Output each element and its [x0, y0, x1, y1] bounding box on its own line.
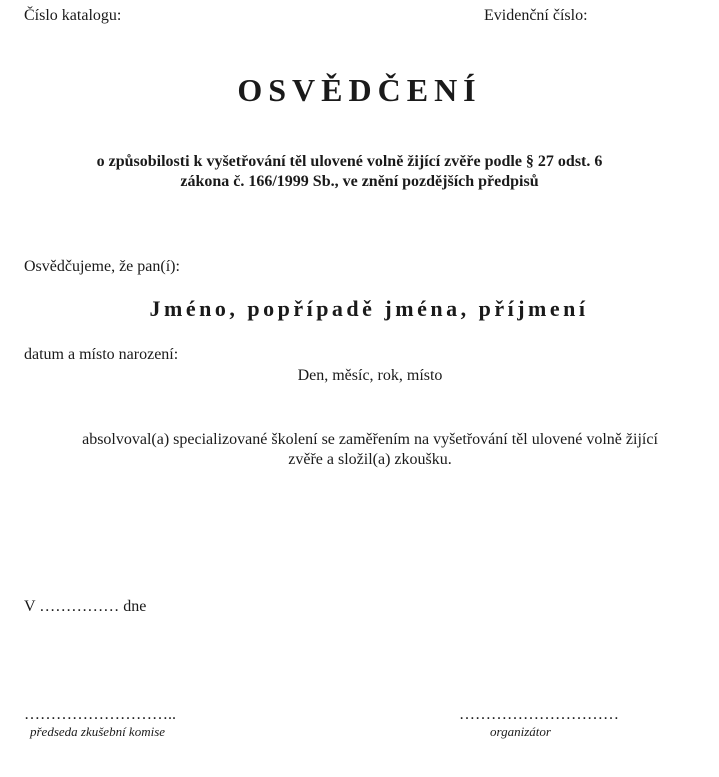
subtitle-line-2: zákona č. 166/1999 Sb., ve znění pozdějších předpisů	[180, 173, 539, 190]
birth-placeholder: Den, měsíc, rok, místo	[297, 367, 443, 384]
signature-label-organizer: organizátor	[490, 724, 551, 739]
completion-text-line-1: absolvoval(a) specializované školení se zaměřením na vyšetřování těl ulovené volně žijící	[82, 431, 658, 448]
certify-text: Osvědčujeme, že pan(í):	[24, 258, 180, 275]
subtitle-line-1: o způsobilosti k vyšetřování těl ulovené volně žijící zvěře podle § 27 odst. 6	[96, 153, 603, 170]
place-date-line: V …………… dne	[24, 598, 147, 615]
evidence-number-label: Evidenční číslo:	[484, 7, 588, 24]
signature-line-organizer: …………………………	[459, 706, 619, 723]
name-placeholder: Jméno, popřípadě jména, příjmení	[149, 296, 589, 321]
birth-label: datum a místo narození:	[24, 346, 179, 363]
signature-line-chairman: ………………………..	[24, 706, 176, 723]
document-title: OSVĚDČENÍ	[237, 72, 482, 108]
catalog-number-label: Číslo katalogu:	[24, 7, 122, 24]
signature-label-chairman: předseda zkušební komise	[30, 724, 166, 739]
completion-text-line-2: zvěře a složil(a) zkoušku.	[288, 451, 452, 468]
